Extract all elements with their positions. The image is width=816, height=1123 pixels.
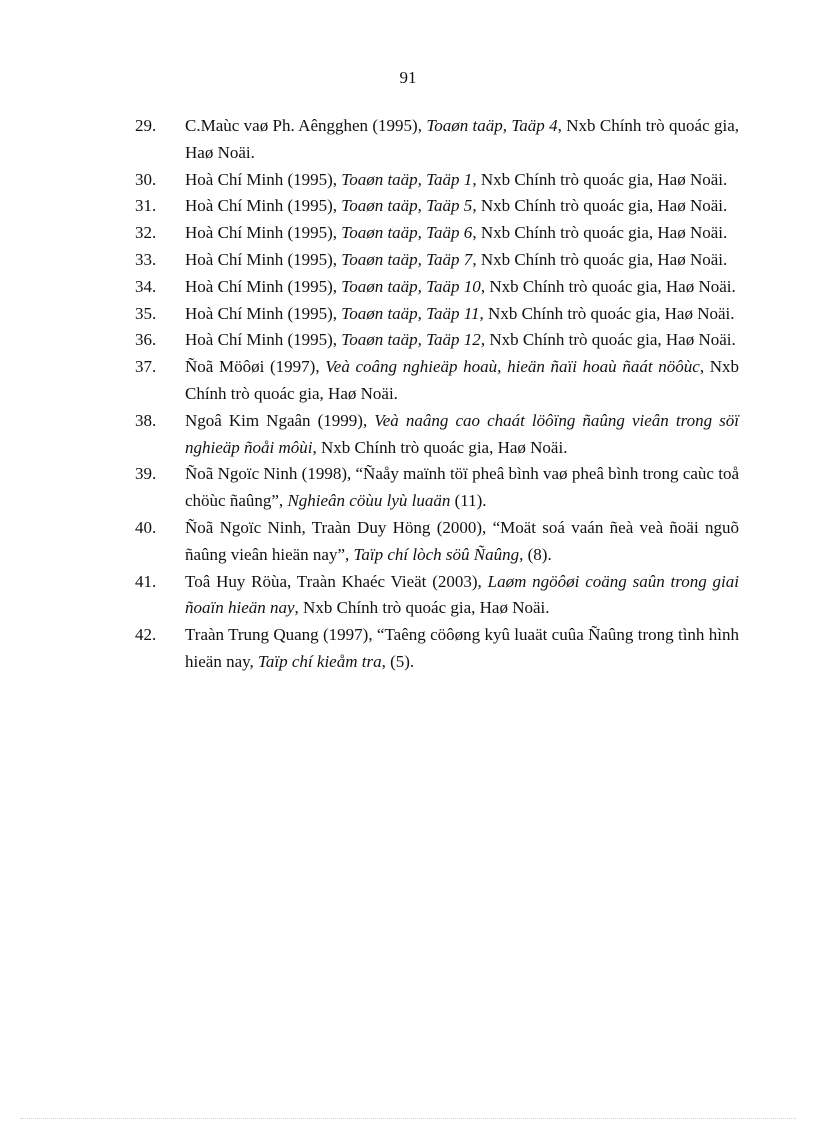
reference-list (135, 113, 739, 676)
reference-item (135, 247, 739, 274)
reference-segment: Ñoã Möôøi (1997), (185, 357, 326, 377)
reference-segment: Hoà Chí Minh (1995), (185, 223, 342, 243)
reference-number: 32. (135, 223, 157, 243)
reference-segment: Toâ Huy Röùa, Traàn Khaéc Vieät (2003), (185, 571, 488, 591)
reference-text (185, 518, 739, 564)
reference-segment: Hoà Chí Minh (1995), (185, 249, 342, 269)
reference-text (185, 116, 739, 162)
reference-text (185, 625, 739, 671)
reference-title: Taïp chí kieåm tra (258, 651, 382, 671)
reference-item (135, 515, 739, 569)
reference-segment: Hoà Chí Minh (1995), (185, 276, 342, 296)
reference-title: Taïp chí lòch söû Ñaûng (353, 544, 520, 564)
reference-segment: Traàn Trung Quang (1997), “Taêng cöôøng kyû luaät cuûa Ñaûng trong tình hình hieän nay, (185, 625, 739, 671)
reference-title: Toaøn taäp, Taäp 6 (341, 223, 473, 243)
reference-segment: , (8). (519, 544, 552, 564)
reference-number: 36. (135, 330, 157, 350)
reference-number: 29. (135, 116, 157, 135)
reference-item (135, 167, 739, 194)
reference-item (135, 622, 739, 676)
reference-segment: , Nxb Chính trò quoác gia, Haø Noäi. (472, 196, 728, 216)
reference-title: Veà naâng cao chaát löôïng ñaûng vieân trong söï nghieäp ñoåi môùi (185, 410, 739, 457)
reference-title: Veà coâng nghieäp hoaù, hieän ñaïi hoaù ñaát nöôùc (325, 357, 700, 377)
reference-text (185, 330, 736, 349)
reference-segment: Hoà Chí Minh (1995), (185, 303, 342, 323)
reference-number: 35. (135, 303, 157, 323)
reference-segment: , Nxb Chính trò quoác gia, Haø Noäi. (480, 330, 736, 350)
reference-item (135, 220, 739, 247)
reference-title: Toaøn taäp, Taäp 7 (341, 249, 473, 269)
reference-segment: , Nxb Chính trò quoác gia, Haø Noäi. (472, 169, 728, 189)
reference-segment: , Nxb Chính trò quoác gia, Haø Noäi. (472, 249, 728, 269)
reference-text (185, 250, 727, 269)
reference-item (135, 327, 739, 354)
bottom-divider (20, 1118, 796, 1119)
reference-text (185, 170, 727, 189)
reference-segment: (11). (450, 491, 487, 511)
reference-item (135, 354, 739, 408)
reference-number: 39. (135, 464, 157, 484)
reference-number: 34. (135, 276, 157, 296)
reference-text (185, 196, 727, 215)
reference-text (185, 411, 739, 457)
reference-segment: , Nxb Chính trò quoác gia, Haø Noäi. (294, 598, 550, 618)
reference-title: Toaøn taäp, Taäp 10 (341, 276, 481, 296)
reference-title: Toaøn taäp, Taäp 11 (341, 303, 480, 323)
reference-segment: C.Maùc vaø Ph. Aêngghen (1995), (185, 116, 427, 135)
reference-item (135, 113, 739, 167)
reference-item (135, 274, 739, 301)
reference-item (135, 569, 739, 623)
page-number: 91 (399, 68, 417, 87)
reference-segment: Ñoã Ngoïc Ninh (1998), “Ñaåy maïnh töï pheâ bình vaø pheâ bình trong caùc toå chöùc ñaûng”, (185, 464, 739, 511)
reference-number: 40. (135, 517, 157, 537)
reference-text (185, 277, 736, 296)
reference-number: 38. (135, 410, 157, 430)
reference-segment: Hoà Chí Minh (1995), (185, 330, 342, 350)
reference-text (185, 464, 739, 510)
reference-number: 33. (135, 249, 157, 269)
reference-title: Toaøn taäp, Taäp 4 (426, 116, 558, 135)
reference-item (135, 461, 739, 515)
reference-text (185, 304, 735, 323)
reference-number: 31. (135, 196, 157, 216)
reference-title: Nghieân cöùu lyù luaän (287, 491, 451, 511)
reference-item (135, 408, 739, 462)
reference-number: 37. (135, 357, 157, 377)
reference-text (185, 223, 727, 242)
reference-text (185, 357, 739, 403)
reference-text (185, 572, 739, 618)
reference-item (135, 193, 739, 220)
reference-segment: Ngoâ Kim Ngaân (1999), (185, 410, 375, 430)
reference-item (135, 301, 739, 328)
reference-segment: Ñoã Ngoïc Ninh, Traàn Duy Höng (2000), “Moät soá vaán ñeà veà ñoäi nguõ ñaûng vieân hieän nay”, (185, 517, 739, 564)
reference-title: Laøm ngöôøi coäng saûn trong giai ñoaïn hieän nay (185, 571, 739, 618)
reference-number: 42. (135, 625, 157, 645)
reference-title: Toaøn taäp, Taäp 1 (341, 169, 473, 189)
reference-segment: , Nxb Chính trò quoác gia, Haø Noäi. (312, 437, 568, 457)
reference-segment: Hoà Chí Minh (1995), (185, 169, 342, 189)
reference-segment: , (5). (381, 651, 415, 671)
reference-title: Toaøn taäp, Taäp 5 (341, 196, 473, 216)
reference-number: 41. (135, 571, 157, 591)
reference-number: 30. (135, 169, 157, 189)
reference-segment: , Nxb Chính trò quoác gia, Haø Noäi. (185, 357, 740, 403)
reference-segment: , Nxb Chính trò quoác gia, Haø Noäi. (480, 276, 736, 296)
reference-segment: , Nxb Chính trò quoác gia, Haø Noäi. (472, 223, 728, 243)
reference-segment: Hoà Chí Minh (1995), (185, 196, 342, 216)
reference-title: Toaøn taäp, Taäp 12 (341, 330, 481, 350)
reference-segment: , Nxb Chính trò quoác gia, Haø Noäi. (185, 116, 739, 162)
reference-segment: , Nxb Chính trò quoác gia, Haø Noäi. (479, 303, 735, 323)
